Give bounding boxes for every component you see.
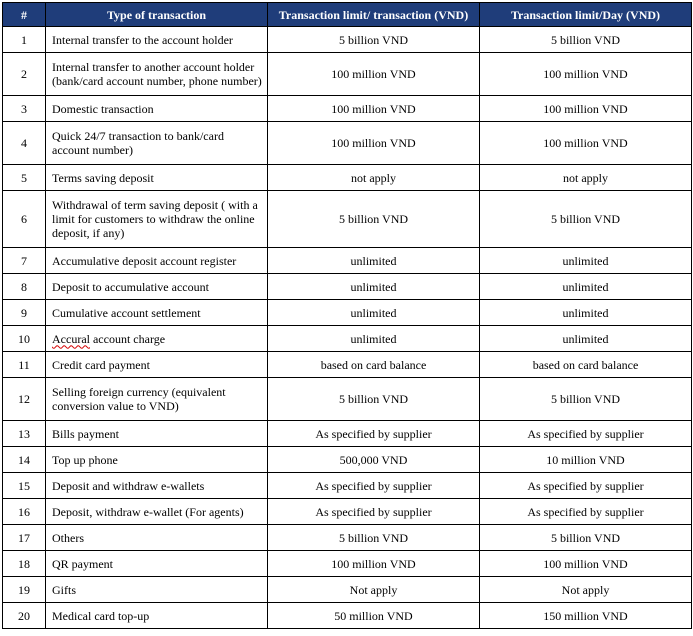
transaction-type: Terms saving deposit [46,165,268,191]
limit-per-day: based on card balance [480,352,692,378]
transaction-type: Withdrawal of term saving deposit ( with a limit for customers to withdraw the online deposit, if any) [46,191,268,248]
limit-per-transaction: unlimited [268,248,480,274]
table-row [3,421,692,447]
limit-per-transaction: 5 billion VND [268,378,480,421]
limit-per-day: 100 million VND [480,122,692,165]
transaction-type-rest: account charge [89,331,166,346]
limit-per-transaction: not apply [268,165,480,191]
limit-per-transaction: 500,000 VND [268,447,480,473]
misspelled-word: Accural [52,331,90,346]
transaction-type: Deposit to accumulative account [46,274,268,300]
limit-per-day: 10 million VND [480,447,692,473]
column-header-number: # [3,3,46,27]
column-header-limit-per-day: Transaction limit/Day (VND) [480,3,692,27]
limit-per-day: 5 billion VND [480,525,692,551]
limit-per-day: 5 billion VND [480,378,692,421]
row-number: 14 [3,447,46,473]
limit-per-transaction: 5 billion VND [268,525,480,551]
transaction-type: Domestic transaction [46,96,268,122]
table-row [3,96,692,122]
table-row [3,352,692,378]
limit-per-day: unlimited [480,326,692,352]
row-number: 7 [3,248,46,274]
limit-per-day: 5 billion VND [480,191,692,248]
transaction-type: Quick 24/7 transaction to bank/card account number) [46,122,268,165]
row-number: 17 [3,525,46,551]
limit-per-transaction: unlimited [268,326,480,352]
row-number: 8 [3,274,46,300]
transaction-type: Top up phone [46,447,268,473]
row-number: 18 [3,551,46,577]
table-row [3,525,692,551]
row-number: 16 [3,499,46,525]
table-row [3,274,692,300]
row-number: 4 [3,122,46,165]
transaction-limits-table [2,2,692,629]
limit-per-day: unlimited [480,248,692,274]
row-number: 19 [3,577,46,603]
row-number: 2 [3,53,46,96]
limit-per-day: 5 billion VND [480,27,692,53]
table-row [3,447,692,473]
limit-per-transaction: based on card balance [268,352,480,378]
transaction-type: Selling foreign currency (equivalent conversion value to VND) [46,378,268,421]
row-number: 1 [3,27,46,53]
limit-per-transaction: 5 billion VND [268,27,480,53]
table-row [3,603,692,629]
table-row [3,191,692,248]
transaction-type: QR payment [46,551,268,577]
limit-per-day: not apply [480,165,692,191]
table-row [3,551,692,577]
table-row [3,122,692,165]
transaction-type: Internal transfer to the account holder [46,27,268,53]
table-row [3,300,692,326]
limit-per-day: 100 million VND [480,551,692,577]
table-row [3,53,692,96]
limit-per-transaction: 50 million VND [268,603,480,629]
table-row [3,499,692,525]
row-number: 20 [3,603,46,629]
limit-per-transaction: 100 million VND [268,53,480,96]
row-number: 11 [3,352,46,378]
limit-per-day: As specified by supplier [480,499,692,525]
limit-per-transaction: Not apply [268,577,480,603]
column-header-transaction-type: Type of transaction [46,3,268,27]
transaction-type: Cumulative account settlement [46,300,268,326]
transaction-type: Others [46,525,268,551]
row-number: 10 [3,326,46,352]
transaction-type: Credit card payment [46,352,268,378]
transaction-type: Deposit, withdraw e-wallet (For agents) [46,499,268,525]
table-row [3,577,692,603]
limit-per-day: unlimited [480,274,692,300]
limit-per-transaction: As specified by supplier [268,499,480,525]
transaction-type: Medical card top-up [46,603,268,629]
transaction-type: Deposit and withdraw e-wallets [46,473,268,499]
limit-per-transaction: 100 million VND [268,551,480,577]
row-number: 6 [3,191,46,248]
table-row [3,248,692,274]
transaction-type: Accumulative deposit account register [46,248,268,274]
header-row [3,3,692,27]
row-number: 5 [3,165,46,191]
row-number: 9 [3,300,46,326]
transaction-type: Gifts [46,577,268,603]
limit-per-day: Not apply [480,577,692,603]
row-number: 13 [3,421,46,447]
limit-per-transaction: unlimited [268,300,480,326]
transaction-type [46,326,268,352]
row-number: 12 [3,378,46,421]
column-header-limit-per-transaction: Transaction limit/ transaction (VND) [268,3,480,27]
limit-per-transaction: 100 million VND [268,122,480,165]
limit-per-transaction: unlimited [268,274,480,300]
limit-per-transaction: 5 billion VND [268,191,480,248]
limit-per-day: 150 million VND [480,603,692,629]
table-row [3,27,692,53]
transaction-type: Internal transfer to another account holder (bank/card account number, phone number) [46,53,268,96]
limit-per-day: unlimited [480,300,692,326]
row-number: 15 [3,473,46,499]
limit-per-transaction: As specified by supplier [268,473,480,499]
transaction-type: Bills payment [46,421,268,447]
row-number: 3 [3,96,46,122]
table-header [3,3,692,27]
table-row [3,378,692,421]
table-body [3,27,692,629]
table-row [3,326,692,352]
limit-per-transaction: 100 million VND [268,96,480,122]
limit-per-day: As specified by supplier [480,473,692,499]
table-row [3,473,692,499]
limit-per-day: 100 million VND [480,96,692,122]
limit-per-day: 100 million VND [480,53,692,96]
limit-per-transaction: As specified by supplier [268,421,480,447]
limit-per-day: As specified by supplier [480,421,692,447]
table-row [3,165,692,191]
